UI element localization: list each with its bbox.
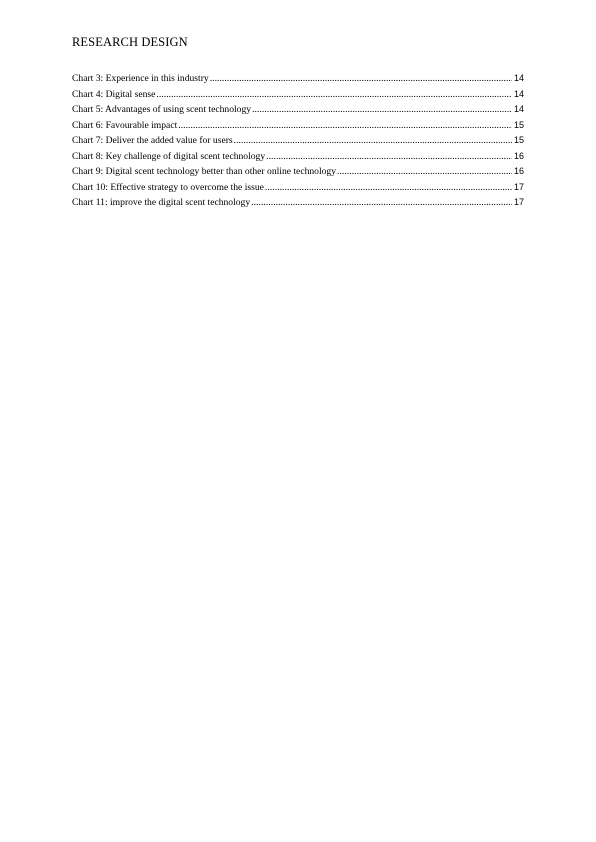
toc-page-number: 16 [513, 166, 524, 176]
toc-dot-leader [156, 87, 512, 103]
toc-entry-label: Chart 10: Effective strategy to overcome the issue [72, 181, 264, 193]
toc-entry-label: Chart 11: improve the digital scent technology [72, 197, 251, 208]
toc-entry-chart-9[interactable] [72, 164, 524, 180]
toc-entry-chart-7[interactable] [72, 133, 524, 149]
toc-entry-label: Chart 6: Favourable impact [72, 119, 178, 131]
toc-dot-leader [210, 71, 512, 87]
toc-page-number: 14 [513, 88, 524, 99]
table-of-figures [72, 71, 524, 211]
toc-entry-label: Chart 8: Key challenge of digital scent technology [72, 150, 266, 162]
toc-dot-leader [265, 180, 512, 196]
toc-dot-leader [266, 149, 512, 165]
toc-entry-chart-3[interactable] [72, 71, 524, 87]
toc-dot-leader [178, 118, 512, 134]
toc-dot-leader [251, 195, 512, 211]
toc-entry-chart-11[interactable] [72, 195, 524, 211]
toc-entry-chart-8[interactable] [72, 149, 524, 165]
toc-page-number: 15 [513, 119, 524, 130]
toc-entry-label: Chart 5: Advantages of using scent technology [72, 104, 252, 115]
toc-entry-chart-5[interactable] [72, 102, 524, 118]
toc-entry-chart-6[interactable] [72, 118, 524, 134]
toc-page-number: 15 [513, 135, 524, 145]
toc-entry-label: Chart 9: Digital scent technology better than other online technology [72, 166, 337, 177]
toc-entry-label: Chart 7: Deliver the added value for users [72, 135, 233, 146]
toc-page-number: 14 [513, 73, 524, 83]
toc-entry-label: Chart 4: Digital sense [72, 88, 156, 100]
toc-page-number: 16 [513, 150, 524, 161]
toc-dot-leader [252, 102, 512, 118]
page-header: RESEARCH DESIGN [72, 35, 188, 49]
toc-page-number: 17 [513, 197, 524, 207]
toc-dot-leader [234, 133, 512, 149]
toc-entry-chart-4[interactable] [72, 87, 524, 103]
toc-entry-chart-10[interactable] [72, 180, 524, 196]
toc-entry-label: Chart 3: Experience in this industry [72, 73, 209, 84]
toc-page-number: 14 [513, 104, 524, 114]
toc-page-number: 17 [513, 181, 524, 192]
toc-dot-leader [337, 164, 512, 180]
